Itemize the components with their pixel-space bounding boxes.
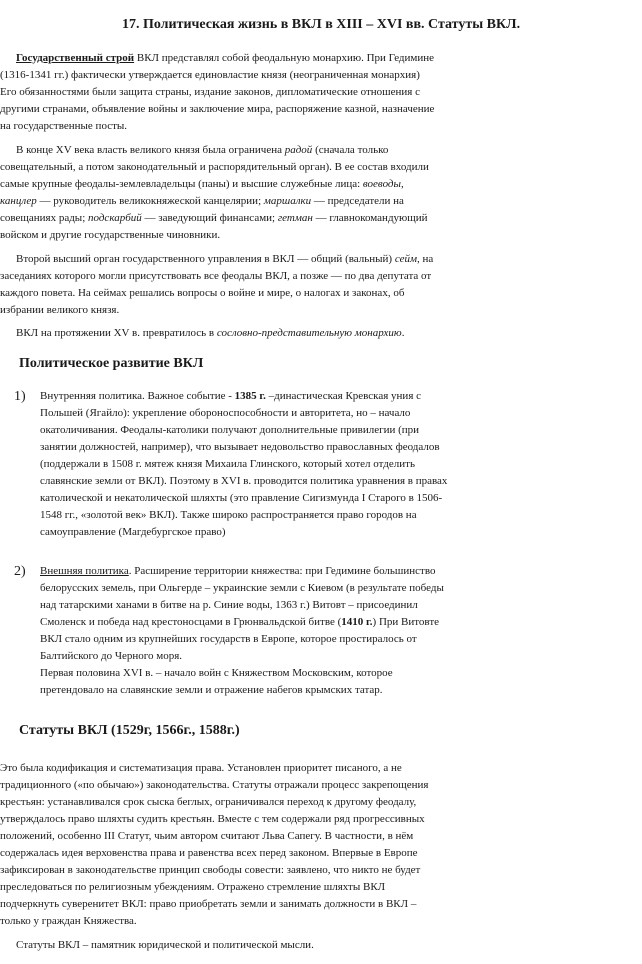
text-line: на государственные посты. xyxy=(0,120,128,132)
term-rada: радой xyxy=(284,144,313,156)
text-line: (поддержали в 1508 г. мятеж князя Михаила Глинского, который хотел отделить xyxy=(40,458,415,470)
text-line: крестьян: устанавливался срок сыска беглых, ограничивался переход к другому феодалу, xyxy=(0,796,417,808)
text-line: ВКЛ представлял собой феодальную монархию. При Гедимине xyxy=(134,52,435,64)
term-marshalki: маршалки xyxy=(263,195,312,207)
text-line: над татарскими ханами в битве на р. Синие воды, 1363 г.) Витовт – присоединил xyxy=(40,599,418,611)
text-line: белорусских земель, при Ольгерде – украинские земли с Киевом (в результате победы xyxy=(40,582,444,594)
term-foreign-policy: Внешняя политика xyxy=(40,565,129,577)
text-span: Внутренняя политика. Важное событие - xyxy=(40,390,235,402)
text-line-conclusion: Статуты ВКЛ – памятник юридической и политической мысли. xyxy=(16,939,314,951)
text-line: Это была кодификация и систематизация права. Установлен приоритет писаного, а не xyxy=(0,762,402,774)
text-line: претендовало на славянские земли и отражение набегов крымских татар. xyxy=(40,684,383,696)
text-span: ВКЛ на протяжении XV в. превратилось в xyxy=(16,327,217,339)
text-line: положений, особенно III Статут, чьим автором считают Льва Сапегу. В частности, в нём xyxy=(0,830,414,842)
text-line: подчеркнуть суверенитет ВКЛ: право приобретать земли и занимать должности в ВКЛ – xyxy=(0,898,417,910)
text-line: 1548 гг., «золотой век» ВКЛ). Также широко распространяется право городов на xyxy=(40,509,417,521)
text-line: каждого повета. На сеймах решались вопросы о войне и мире, о налогах и законах, об xyxy=(0,287,405,299)
text-span: . Расширение территории княжества: при Гедимине большинство xyxy=(128,565,436,577)
date-1385: 1385 г. xyxy=(234,390,266,402)
text-line: Польшей (Ягайло): укрепление обороноспособности и авторитета, но – начало xyxy=(40,407,411,419)
text-span: Второй высший орган государственного управления в ВКЛ — общий (вальный) xyxy=(16,253,395,265)
term-monarchy: сословно-представительную монархию xyxy=(216,327,402,339)
paragraph-monarchy xyxy=(0,325,642,342)
text-span: — заведующий финансами; xyxy=(141,212,278,224)
text-line: войском и другие государственные чиновники. xyxy=(0,229,221,241)
page-title: 17. Политическая жизнь в ВКЛ в XIII – XVI вв. Статуты ВКЛ. xyxy=(121,17,521,32)
text-span: Смоленск и победа над крестоносцами в Грюнвальдской битве ( xyxy=(40,616,342,628)
text-line: только у граждан Княжества. xyxy=(0,915,137,927)
section-heading-political-development: Политическое развитие ВКЛ xyxy=(19,356,204,371)
text-line: самоуправление (Магдебургское право) xyxy=(40,526,226,538)
text-line: католической и некатолической шляхты (это правление Сигизмунда I Старого в 1506- xyxy=(40,492,443,504)
text-line: Балтийского до Черного моря. xyxy=(40,650,183,662)
section-heading-statutes: Статуты ВКЛ (1529г, 1566г., 1588г.) xyxy=(19,723,240,738)
date-1410: 1410 г. xyxy=(341,616,373,628)
text-span: самые крупные феодалы-землевладельцы (паны) и высшие служебные лица: xyxy=(0,178,363,190)
text-line: традиционного («по обычаю») законодательства. Статуты отражали процесс закрепощения xyxy=(0,779,429,791)
text-line: занятии должностей, например), что вызывает недовольство православных феодалов xyxy=(40,441,440,453)
text-line: совещательный, а потом законодательный и распорядительный орган). В ее состав входили xyxy=(0,161,429,173)
text-span: , на xyxy=(416,253,434,265)
text-span: . xyxy=(401,327,405,339)
text-line: содержалась идея верховенства права и равенства всех перед законом. Впервые в Европе xyxy=(0,847,418,859)
text-span: ) При Витовте xyxy=(372,616,440,628)
text-line: окатоличивания. Феодалы-католики получают дополнительные привилегии (при xyxy=(40,424,420,436)
text-span: — руководитель великокняжеской канцелярии; xyxy=(36,195,264,207)
term-state-structure: Государственный строй xyxy=(16,52,135,64)
text-span: –династическая Кревская уния с xyxy=(265,390,422,402)
term-seim: сейм xyxy=(394,253,417,265)
term-podskarbiy: подскарбий xyxy=(88,212,142,224)
term-getman: гетман xyxy=(277,212,313,224)
text-line: заседаниях которого могли присутствовать все феодалы ВКЛ, а позже — по два депутата от xyxy=(0,270,432,282)
text-line: Первая половина XVI в. – начало войн с Княжеством Московским, которое xyxy=(40,667,393,679)
term-voevody: воеводы xyxy=(362,178,401,190)
text-line: ВКЛ стало одним из крупнейших государств в Европе, которое простиралось от xyxy=(40,633,417,645)
text-span: В конце XV века власть великого князя была ограничена xyxy=(16,144,285,156)
term-kantsler: канцлер xyxy=(0,195,37,207)
text-span: , xyxy=(400,178,404,190)
text-line: избрании великого князя. xyxy=(0,304,120,316)
text-span: — главнокомандующий xyxy=(312,212,428,224)
text-line: преследоваться по религиозным убеждениям. Отражено стремление шляхты ВКЛ xyxy=(0,881,386,893)
text-span: совещаниях рады; xyxy=(0,212,89,224)
text-span: — председатели на xyxy=(311,195,404,207)
list-number: 1) xyxy=(14,389,26,404)
text-line: (1316-1341 гг.) фактически утверждается единовластие князя (неограниченная монархия) xyxy=(0,69,420,81)
list-number: 2) xyxy=(14,564,26,579)
text-line: утверждалось право шляхты судить крестьян. Вместе с тем содержали ряд прогрессивных xyxy=(0,813,425,825)
text-line: другими странами, объявление войны и заключение мира, распоряжение казной, назначение xyxy=(0,103,435,115)
text-span: (сначала только xyxy=(312,144,389,156)
text-line: зафиксирован в законодательстве принцип свободы совести: заявлено, что никто не будет xyxy=(0,864,421,876)
text-line: Его обязанностями были защита страны, издание законов, дипломатические отношения с xyxy=(0,86,420,98)
text-line: славянские земли от ВКЛ). Поэтому в XVI в. проводится политика уравнения в правах xyxy=(40,475,448,487)
